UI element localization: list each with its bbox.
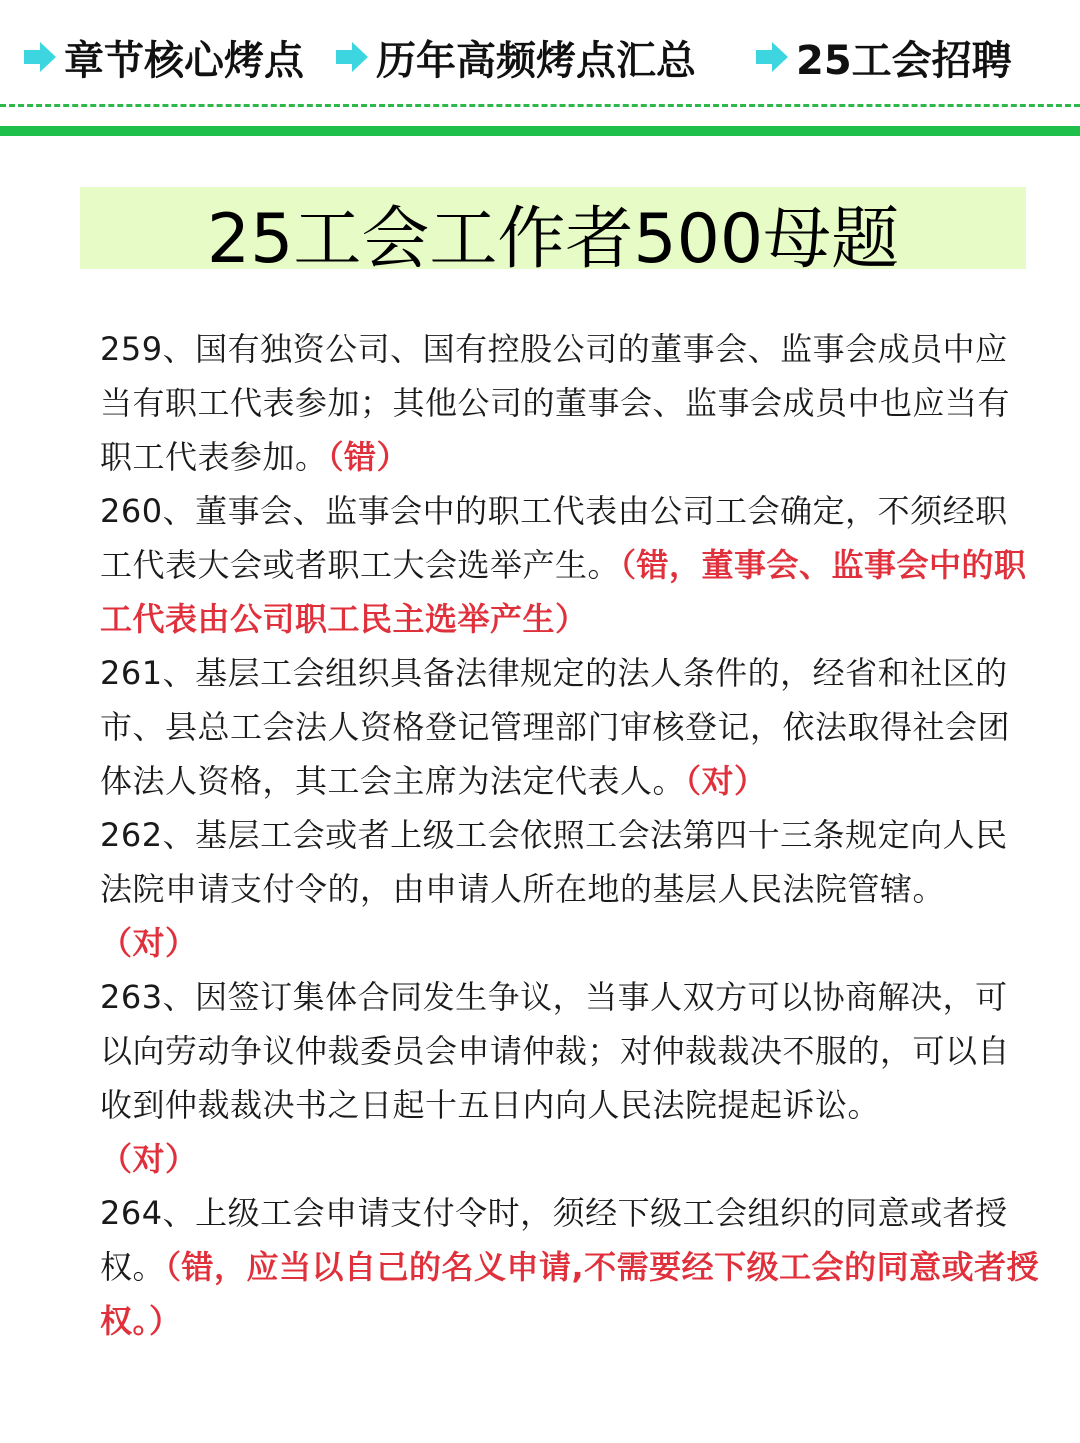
- nav-item-recruitment[interactable]: [754, 30, 1012, 84]
- nav-item-label: 历年高频烤点汇总: [376, 37, 696, 84]
- answer-text: （对）: [100, 1140, 198, 1178]
- arrow-right-icon: [22, 39, 58, 75]
- nav-item-label: 章节核心烤点: [64, 37, 304, 84]
- nav-item-high-frequency-points[interactable]: [334, 30, 696, 84]
- question-item: [100, 484, 1040, 646]
- answer-text: （对）: [685, 762, 767, 800]
- question-item: [100, 1186, 1040, 1348]
- question-text: 259、国有独资公司、国有控股公司的董事会、监事会成员中应当有职工代表参加；其他公司的董事会、监事会成员中也应当有职工代表参加。: [100, 330, 1011, 476]
- arrow-right-icon: [754, 39, 790, 75]
- question-item: [100, 970, 1040, 1186]
- dashed-divider: [0, 104, 1080, 107]
- top-nav: [0, 0, 1080, 100]
- question-item: [100, 322, 1040, 484]
- green-divider-bar: [0, 126, 1080, 136]
- answer-text: （错，董事会、监事会中的职工代表由公司职工民主选举产生）: [100, 546, 1027, 638]
- nav-item-label: 25工会招聘: [796, 37, 1012, 84]
- page-title: 25工会工作者500母题: [206, 200, 900, 279]
- answer-text: （错，应当以自己的名义申请,不需要经下级工会的同意或者授权。）: [100, 1248, 1040, 1340]
- question-text: 260、董事会、监事会中的职工代表由公司工会确定，不须经职工代表大会或者职工大会选举产生。: [100, 492, 1008, 584]
- question-list: [100, 322, 1040, 1348]
- question-text: 264、上级工会申请支付令时，须经下级工会组织的同意或者授权。: [100, 1194, 1008, 1286]
- answer-text: （对）: [100, 924, 198, 962]
- question-item: [100, 646, 1040, 808]
- answer-text: （错）: [327, 438, 410, 476]
- question-text: 262、基层工会或者上级工会依照工会法第四十三条规定向人民法院申请支付令的，由申请人所在地的基层人民法院管辖。: [100, 816, 1008, 908]
- question-text: 261、基层工会组织具备法律规定的法人条件的，经省和社区的市、县总工会法人资格登记管理部门审核登记，依法取得社会团体法人资格，其工会主席为法定代表人。: [100, 654, 1011, 800]
- question-item: [100, 808, 1040, 970]
- arrow-right-icon: [334, 39, 370, 75]
- nav-item-chapter-points[interactable]: [22, 30, 304, 84]
- question-text: 263、因签订集体合同发生争议，当事人双方可以协商解决，可以向劳动争议仲裁委员会申请仲裁；对仲裁裁决不服的，可以自收到仲裁裁决书之日起十五日内向人民法院提起诉讼。: [100, 978, 1011, 1124]
